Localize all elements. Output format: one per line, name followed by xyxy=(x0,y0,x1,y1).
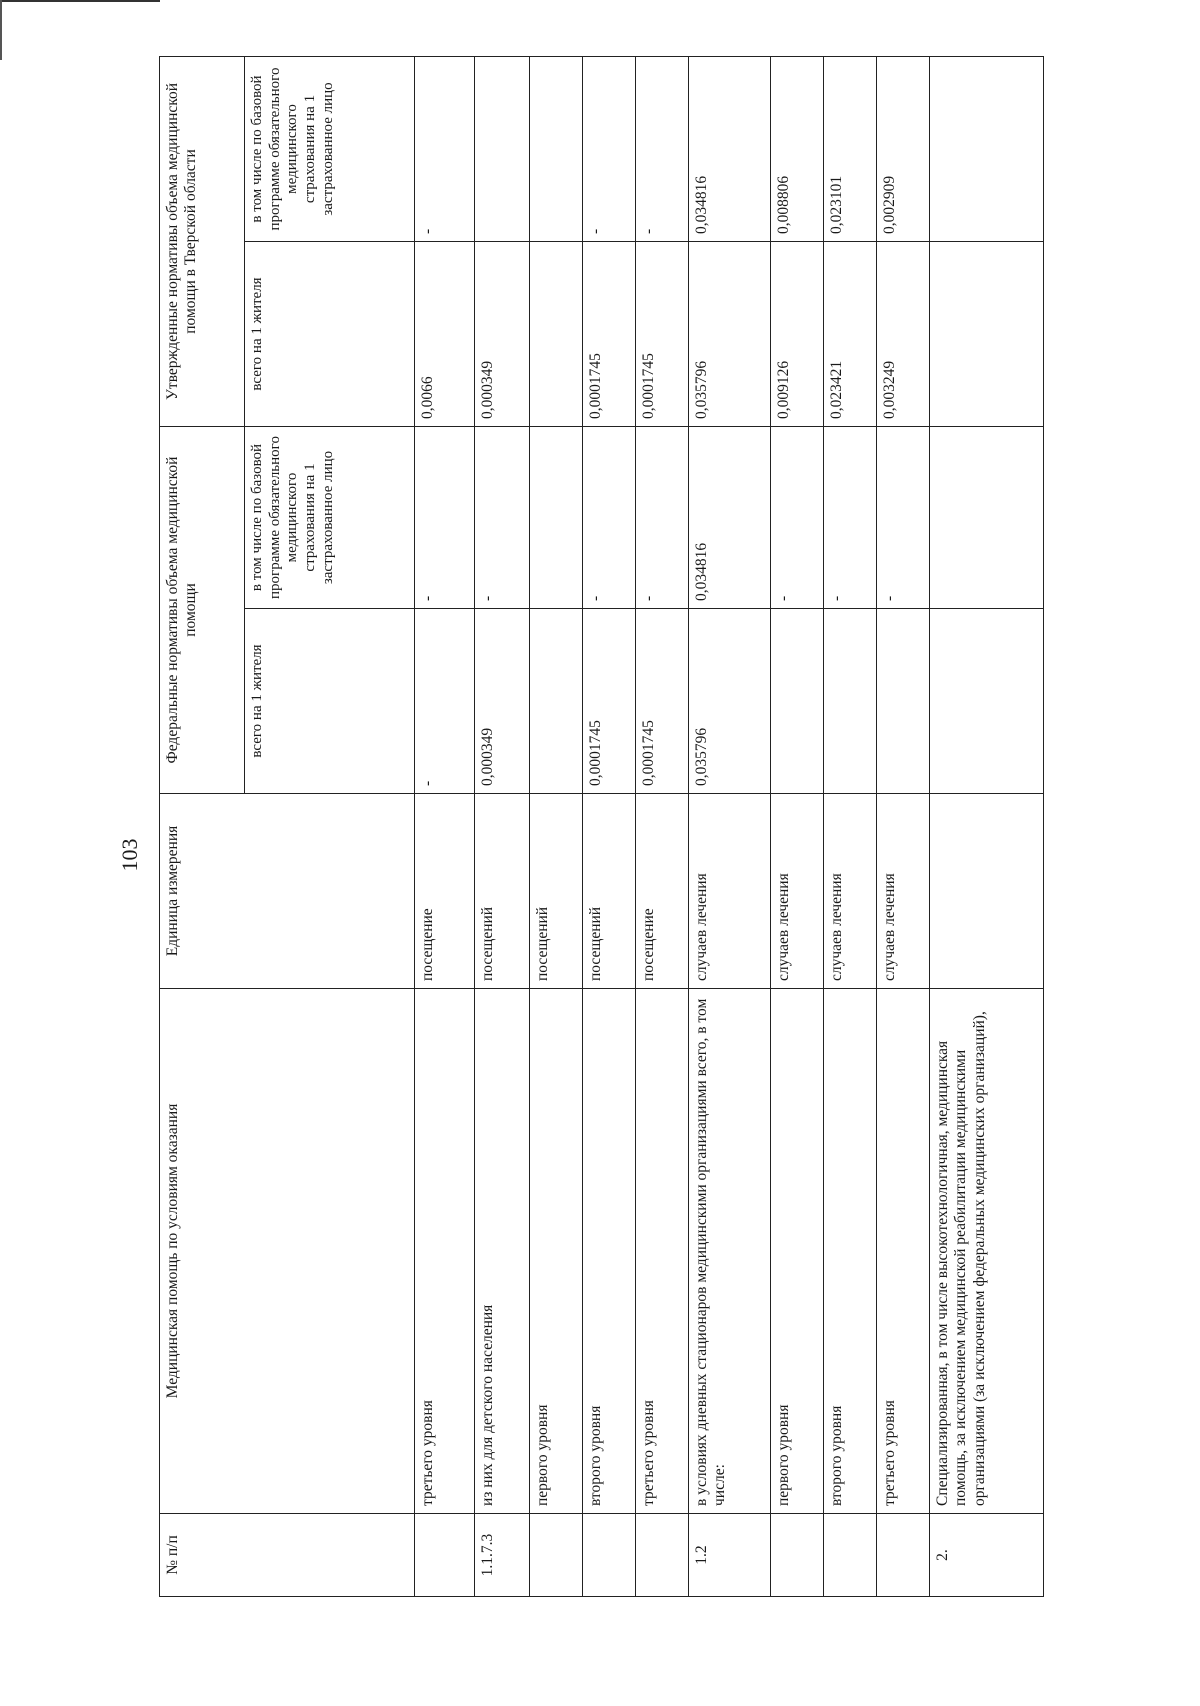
row-name: второго уровня xyxy=(824,989,877,1514)
row-unit: случаев лечения xyxy=(689,794,771,989)
row-fed-total xyxy=(930,609,1044,794)
normatives-table xyxy=(159,56,1044,1597)
header-fed-incl-oms: в том числе по базовой программе обязательного медицинского страхования на 1 застрахованное лицо xyxy=(245,427,415,609)
row-fed-total: 0,0001745 xyxy=(583,609,636,794)
row-reg-oms: - xyxy=(583,57,636,242)
row-number xyxy=(877,1514,930,1597)
row-reg-oms: - xyxy=(636,57,689,242)
row-reg-oms xyxy=(530,57,583,242)
scan-edge-top xyxy=(0,0,160,2)
row-number: 1.2 xyxy=(689,1514,771,1597)
row-reg-oms: 0,008806 xyxy=(771,57,824,242)
row-number xyxy=(583,1514,636,1597)
row-unit: посещений xyxy=(474,794,530,989)
row-name: второго уровня xyxy=(583,989,636,1514)
table-row xyxy=(877,57,930,1597)
row-reg-total: 0,035796 xyxy=(689,242,771,427)
row-unit: посещение xyxy=(415,794,475,989)
row-fed-oms: - xyxy=(824,427,877,609)
header-federal: Федеральные нормативы объема медицинской помощи xyxy=(160,427,245,794)
row-reg-oms: 0,034816 xyxy=(689,57,771,242)
row-reg-oms xyxy=(930,57,1044,242)
row-name: из них для детского населения xyxy=(474,989,530,1514)
row-fed-oms: - xyxy=(636,427,689,609)
row-fed-oms xyxy=(530,427,583,609)
row-reg-oms: 0,023101 xyxy=(824,57,877,242)
row-fed-total: 0,035796 xyxy=(689,609,771,794)
table-row xyxy=(930,57,1044,1597)
row-reg-oms xyxy=(474,57,530,242)
row-fed-total xyxy=(877,609,930,794)
row-fed-oms: - xyxy=(877,427,930,609)
row-reg-total: 0,023421 xyxy=(824,242,877,427)
row-number xyxy=(636,1514,689,1597)
row-reg-total xyxy=(530,242,583,427)
row-fed-oms: - xyxy=(583,427,636,609)
table-row xyxy=(771,57,824,1597)
row-name: третьего уровня xyxy=(415,989,475,1514)
row-fed-oms xyxy=(930,427,1044,609)
row-number: 1.1.7.3 xyxy=(474,1514,530,1597)
table-row xyxy=(474,57,530,1597)
row-number: 2. xyxy=(930,1514,1044,1597)
row-unit: случаев лечения xyxy=(824,794,877,989)
row-fed-oms: - xyxy=(474,427,530,609)
rotated-table-container xyxy=(159,57,1044,1597)
row-reg-oms: - xyxy=(415,57,475,242)
row-reg-total: 0,0001745 xyxy=(583,242,636,427)
row-name: Специализированная, в том числе высокотехнологичная, медицинская помощь, за исключением медицинской реабилитации медицинскими организациями (за исключением федеральных медицинских организаций), xyxy=(930,989,1044,1514)
header-name: Медицинская помощь по условиям оказания xyxy=(160,989,415,1514)
row-name: третьего уровня xyxy=(636,989,689,1514)
row-reg-total: 0,000349 xyxy=(474,242,530,427)
table-row xyxy=(530,57,583,1597)
row-unit: посещений xyxy=(530,794,583,989)
row-reg-oms: 0,002909 xyxy=(877,57,930,242)
header-reg-incl-oms: в том числе по базовой программе обязательного медицинского страхования на 1 застрахованное лицо xyxy=(245,57,415,242)
table-row xyxy=(636,57,689,1597)
header-fed-per-resident: всего на 1 жителя xyxy=(245,609,415,794)
row-fed-oms: - xyxy=(771,427,824,609)
row-fed-total: - xyxy=(415,609,475,794)
row-unit: случаев лечения xyxy=(877,794,930,989)
row-name: третьего уровня xyxy=(877,989,930,1514)
row-fed-total: 0,0001745 xyxy=(636,609,689,794)
table-row xyxy=(689,57,771,1597)
row-reg-total xyxy=(930,242,1044,427)
row-unit: посещение xyxy=(636,794,689,989)
row-fed-oms: - xyxy=(415,427,475,609)
header-unit: Единица измерения xyxy=(160,794,415,989)
row-reg-total: 0,003249 xyxy=(877,242,930,427)
row-name: первого уровня xyxy=(771,989,824,1514)
row-unit: посещений xyxy=(583,794,636,989)
row-fed-total xyxy=(530,609,583,794)
row-number xyxy=(415,1514,475,1597)
page-number: 103 xyxy=(117,838,142,872)
table-row xyxy=(583,57,636,1597)
row-name: в условиях дневных стационаров медицинскими организациями всего, в том числе: xyxy=(689,989,771,1514)
row-reg-total: 0,0066 xyxy=(415,242,475,427)
row-fed-total xyxy=(824,609,877,794)
row-fed-total xyxy=(771,609,824,794)
row-fed-oms: 0,034816 xyxy=(689,427,771,609)
table-row xyxy=(415,57,475,1597)
row-name: первого уровня xyxy=(530,989,583,1514)
row-unit xyxy=(930,794,1044,989)
scan-edge-left xyxy=(0,0,2,60)
header-no: № п/п xyxy=(160,1514,415,1597)
row-unit: случаев лечения xyxy=(771,794,824,989)
header-reg-per-resident: всего на 1 жителя xyxy=(245,242,415,427)
row-number xyxy=(530,1514,583,1597)
row-number xyxy=(824,1514,877,1597)
header-regional: Утвержденные нормативы объема медицинской помощи в Тверской области xyxy=(160,57,245,427)
row-reg-total: 0,009126 xyxy=(771,242,824,427)
row-number xyxy=(771,1514,824,1597)
row-reg-total: 0,0001745 xyxy=(636,242,689,427)
row-fed-total: 0,000349 xyxy=(474,609,530,794)
table-row xyxy=(824,57,877,1597)
